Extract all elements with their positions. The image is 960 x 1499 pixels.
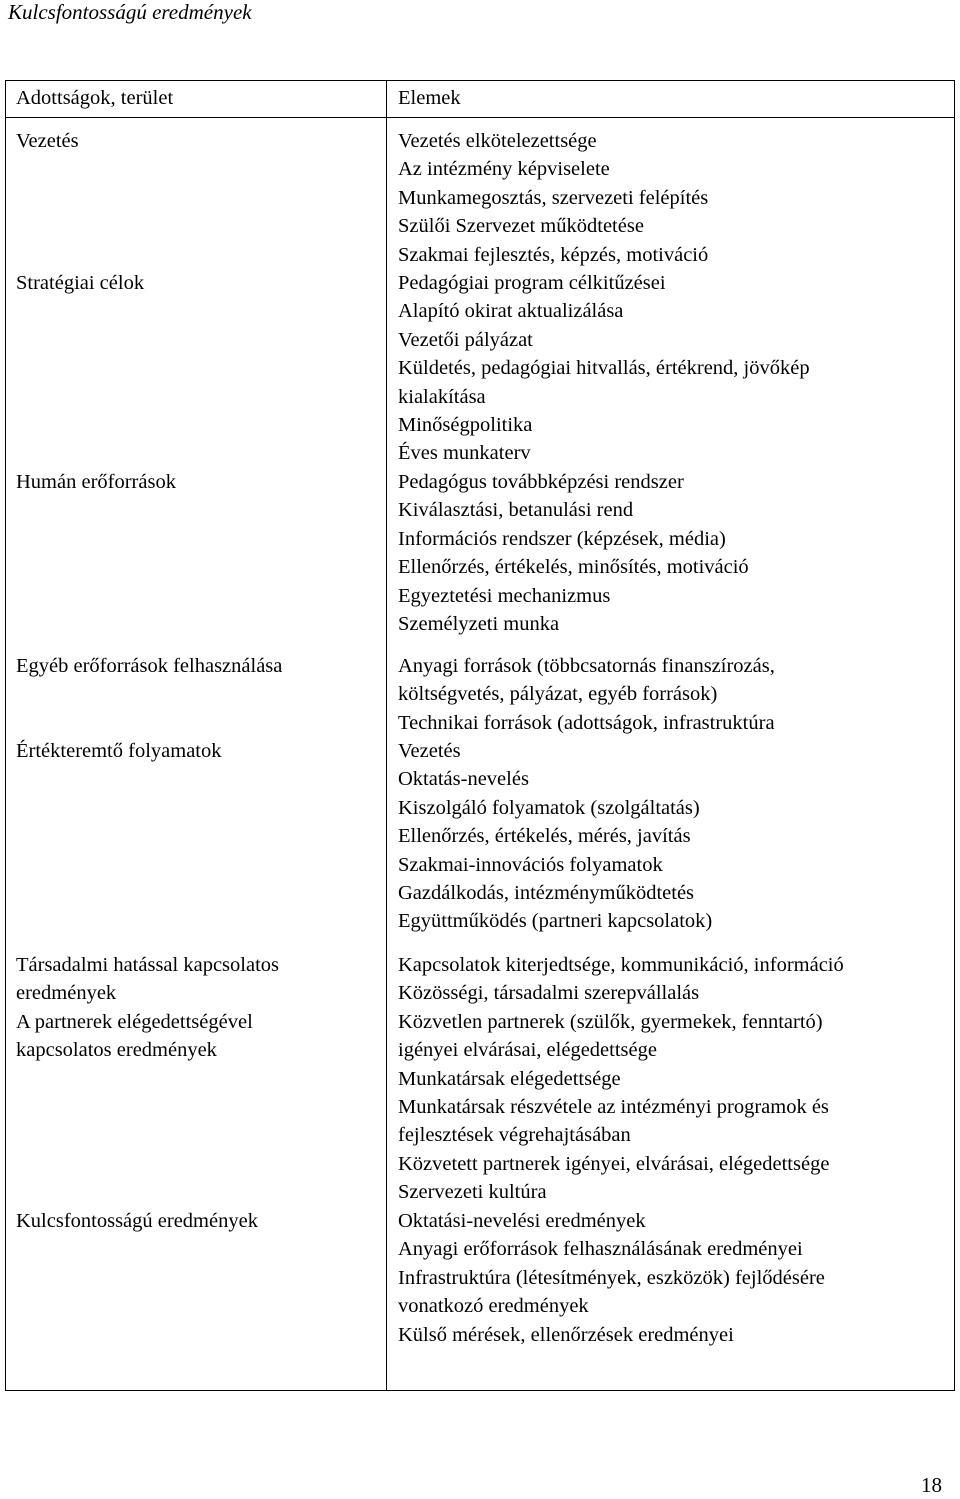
page-heading: Kulcsfontosságú eredmények bbox=[8, 0, 252, 24]
cell-line: Gazdálkodás, intézményműködtetés bbox=[398, 882, 695, 905]
row-tarsadalmi-label bbox=[16, 951, 381, 1065]
cell-line: Alapító okirat aktualizálása bbox=[398, 300, 624, 323]
cell-line: Ellenőrzés, értékelés, minősítés, motiváció bbox=[398, 556, 749, 579]
column-divider bbox=[386, 81, 387, 1390]
cell-line: Vezetés bbox=[16, 130, 79, 152]
header-right: Elemek bbox=[398, 87, 461, 109]
cell-line: Ellenőrzés, értékelés, mérés, javítás bbox=[398, 825, 691, 848]
cell-line: vonatkozó eredmények bbox=[398, 1295, 589, 1318]
cell-line: Stratégiai célok bbox=[16, 272, 145, 294]
row-egyeb-label bbox=[16, 652, 381, 680]
cell-line: Szülői Szervezet működtetése bbox=[398, 215, 644, 238]
cell-line: Minőségpolitika bbox=[398, 414, 533, 437]
cell-line: fejlesztések végrehajtásában bbox=[398, 1124, 631, 1147]
cell-line: Egyeztetési mechanizmus bbox=[398, 584, 611, 607]
cell-line: Pedagógiai program célkitűzései bbox=[398, 272, 666, 294]
cell-line: Információs rendszer (képzések, média) bbox=[398, 527, 726, 550]
row-kulcsfontossagu-label bbox=[16, 1207, 381, 1235]
cell-line: Együttműködés (partneri kapcsolatok) bbox=[398, 910, 713, 933]
cell-line: Vezetés elkötelezettsége bbox=[398, 130, 597, 152]
row-kulcsfontossagu-elements bbox=[398, 1207, 953, 1349]
cell-line: Értékteremtő folyamatok bbox=[16, 740, 222, 762]
cell-line: Humán erőforrások bbox=[16, 471, 176, 493]
cell-line: Vezetői pályázat bbox=[398, 328, 533, 351]
cell-line: Munkatársak részvétele az intézményi programok és bbox=[398, 1096, 829, 1119]
cell-line: Munkatársak elégedettsége bbox=[398, 1067, 621, 1090]
cell-line: Egyéb erőforrások felhasználása bbox=[16, 655, 283, 677]
cell-line: Társadalmi hatással kapcsolatos bbox=[16, 954, 279, 976]
cell-line: Oktatás-nevelés bbox=[398, 768, 529, 791]
cell-line: Infrastruktúra (létesítmények, eszközök) fejlődésére bbox=[398, 1266, 825, 1289]
cell-line: Éves munkaterv bbox=[398, 442, 531, 465]
row-human-elements bbox=[398, 468, 953, 638]
cell-line: Kiválasztási, betanulási rend bbox=[398, 499, 634, 522]
cell-line: Pedagógus továbbképzési rendszer bbox=[398, 471, 684, 493]
cell-line: Szervezeti kultúra bbox=[398, 1181, 547, 1204]
cell-line: Anyagi források (többcsatornás finanszírozás, bbox=[398, 655, 775, 677]
cell-line: igényei elvárásai, elégedettsége bbox=[398, 1039, 657, 1062]
cell-line: Kiszolgáló folyamatok (szolgáltatás) bbox=[398, 796, 700, 819]
header-divider bbox=[6, 117, 954, 118]
row-egyeb-elements bbox=[398, 652, 953, 737]
cell-line: Szakmai fejlesztés, képzés, motiváció bbox=[398, 243, 709, 266]
cell-line: Oktatási-nevelési eredmények bbox=[398, 1210, 646, 1232]
cell-line: Küldetés, pedagógiai hitvallás, értékrend, jövőkép bbox=[398, 357, 810, 380]
row-ertekteremto-elements bbox=[398, 737, 953, 936]
cell-line: Közvetett partnerek igényei, elvárásai, elégedettsége bbox=[398, 1152, 830, 1175]
cell-line: Külső mérések, ellenőrzések eredményei bbox=[398, 1323, 734, 1346]
row-human-label bbox=[16, 468, 381, 496]
header-left: Adottságok, terület bbox=[16, 87, 174, 109]
cell-line: eredmények bbox=[16, 982, 117, 1005]
cell-line: Munkamegosztás, szervezeti felépítés bbox=[398, 186, 709, 209]
cell-line: Technikai források (adottságok, infrastruktúra bbox=[398, 711, 775, 734]
cell-line: Közvetlen partnerek (szülők, gyermekek, fenntartó) bbox=[398, 1010, 823, 1033]
row-tarsadalmi-elements bbox=[398, 951, 953, 1207]
row-vezetes-label bbox=[16, 127, 381, 155]
cell-line: Kapcsolatok kiterjedtsége, kommunikáció, információ bbox=[398, 954, 844, 976]
row-ertekteremto-label bbox=[16, 737, 381, 765]
content-table bbox=[5, 80, 955, 1391]
cell-line: kialakítása bbox=[398, 385, 486, 408]
cell-line: Anyagi erőforrások felhasználásának eredményei bbox=[398, 1238, 803, 1261]
cell-line: Személyzeti munka bbox=[398, 613, 560, 636]
cell-line: A partnerek elégedettségével bbox=[16, 1010, 253, 1033]
cell-line: Szakmai-innovációs folyamatok bbox=[398, 853, 663, 876]
row-vezetes-elements bbox=[398, 127, 953, 269]
cell-line: Kulcsfontosságú eredmények bbox=[16, 1210, 258, 1232]
row-strategiai-elements bbox=[398, 269, 953, 468]
cell-line: kapcsolatos eredmények bbox=[16, 1039, 217, 1062]
page-number: 18 bbox=[921, 1473, 942, 1497]
cell-line: költségvetés, pályázat, egyéb források) bbox=[398, 683, 718, 706]
cell-line: Az intézmény képviselete bbox=[398, 158, 610, 181]
cell-line: Vezetés bbox=[398, 740, 461, 762]
row-strategiai-label bbox=[16, 269, 381, 297]
cell-line: Közösségi, társadalmi szerepvállalás bbox=[398, 982, 700, 1005]
